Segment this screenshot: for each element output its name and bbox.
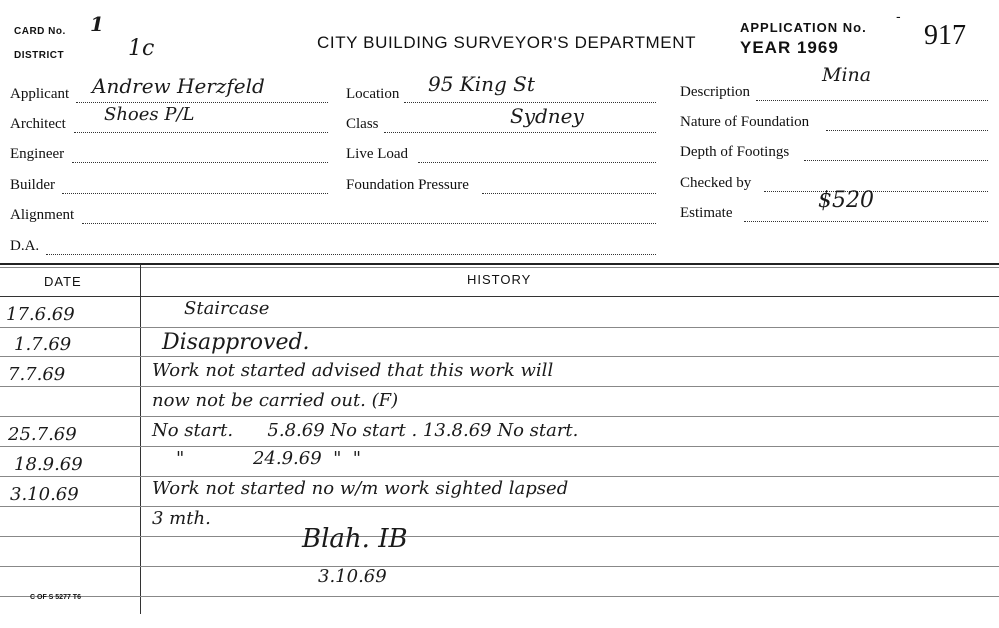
live-load-label: Live Load bbox=[346, 146, 409, 162]
history-date: 7.7.69 bbox=[8, 364, 66, 385]
ruled-line bbox=[0, 386, 999, 387]
description-line bbox=[756, 100, 988, 101]
date-header: DATE bbox=[44, 274, 82, 289]
alignment-label: Alignment bbox=[10, 207, 75, 223]
history-entry: Staircase bbox=[184, 298, 270, 319]
history-top-rule bbox=[0, 263, 999, 265]
department-title: CITY BUILDING SURVEYOR'S DEPARTMENT bbox=[317, 33, 697, 52]
history-header: HISTORY bbox=[467, 272, 532, 287]
nature-of-foundation-label: Nature of Foundation bbox=[680, 114, 810, 130]
depth-of-footings-line bbox=[804, 160, 988, 161]
description-label: Description bbox=[680, 84, 750, 100]
da-label: D.A. bbox=[10, 238, 40, 254]
history-date: 1.7.69 bbox=[14, 334, 72, 355]
history-header-rule bbox=[0, 296, 999, 297]
form-code: C OF S 5277 T6 bbox=[30, 594, 81, 601]
da-line bbox=[46, 254, 656, 255]
ruled-line bbox=[0, 536, 999, 537]
foundation-pressure-line bbox=[482, 193, 656, 194]
foundation-pressure-label: Foundation Pressure bbox=[346, 177, 469, 193]
history-date: 25.7.69 bbox=[8, 424, 77, 445]
builder-label: Builder bbox=[10, 177, 55, 193]
alignment-line bbox=[82, 223, 656, 224]
engineer-label: Engineer bbox=[10, 146, 65, 162]
application-dash: - bbox=[896, 8, 901, 24]
ruled-line bbox=[0, 416, 999, 417]
depth-of-footings-label: Depth of Footings bbox=[680, 144, 790, 160]
nature-of-foundation-line bbox=[826, 130, 988, 131]
architect-label: Architect bbox=[10, 116, 66, 132]
live-load-line bbox=[418, 162, 656, 163]
ruled-line bbox=[0, 506, 999, 507]
engineer-line bbox=[72, 162, 328, 163]
application-number: 917 bbox=[924, 20, 966, 51]
location-label: Location bbox=[346, 86, 400, 102]
ruled-line bbox=[0, 566, 999, 567]
applicant-value: Andrew Herzfeld bbox=[92, 74, 265, 98]
history-top-rule-2 bbox=[0, 267, 999, 268]
history-entry: Work not started no w/m work sighted lapsed bbox=[152, 478, 569, 499]
description-value: Mina bbox=[822, 64, 872, 86]
ruled-line bbox=[0, 446, 999, 447]
year-label: YEAR 1969 bbox=[740, 38, 839, 57]
class-label: Class bbox=[346, 116, 379, 132]
location-line bbox=[404, 102, 656, 103]
estimate-label: Estimate bbox=[680, 205, 733, 221]
history-entry: 3 mth. bbox=[152, 508, 211, 529]
architect-line bbox=[74, 132, 328, 133]
card-no-label: CARD No. bbox=[14, 26, 66, 37]
applicant-label: Applicant bbox=[10, 86, 70, 102]
district-label: DISTRICT bbox=[14, 50, 65, 61]
history-entry: now not be carried out. (F) bbox=[152, 390, 399, 411]
ruled-line bbox=[0, 327, 999, 328]
ruled-line bbox=[0, 596, 999, 597]
history-date: 18.9.69 bbox=[14, 454, 83, 475]
history-entry: Disapproved. bbox=[162, 330, 310, 355]
ruled-line bbox=[0, 476, 999, 477]
history-entry: " 24.9.69 " " bbox=[176, 448, 362, 469]
builder-line bbox=[62, 193, 328, 194]
history-entry: 3.10.69 bbox=[318, 566, 387, 587]
card-no-value: 1 bbox=[90, 12, 104, 36]
ruled-line bbox=[0, 356, 999, 357]
application-label: APPLICATION No. bbox=[740, 20, 867, 35]
district-value: 1c bbox=[128, 36, 155, 61]
class-value: Sydney bbox=[510, 104, 584, 128]
estimate-line bbox=[744, 221, 988, 222]
history-entry: Work not started advised that this work will bbox=[152, 360, 554, 381]
history-signature: Blah. IB bbox=[302, 524, 408, 554]
location-value: 95 King St bbox=[428, 72, 535, 96]
history-date: 3.10.69 bbox=[10, 484, 79, 505]
class-line bbox=[384, 132, 656, 133]
applicant-line bbox=[76, 102, 328, 103]
history-entry: No start. 5.8.69 No start . 13.8.69 No start. bbox=[152, 420, 579, 441]
date-column-divider bbox=[140, 264, 141, 614]
checked-by-label: Checked by bbox=[680, 175, 752, 191]
checked-by-line bbox=[764, 191, 988, 192]
estimate-value: $520 bbox=[818, 188, 874, 213]
history-date: 17.6.69 bbox=[6, 304, 75, 325]
architect-value: Shoes P/L bbox=[104, 104, 195, 125]
